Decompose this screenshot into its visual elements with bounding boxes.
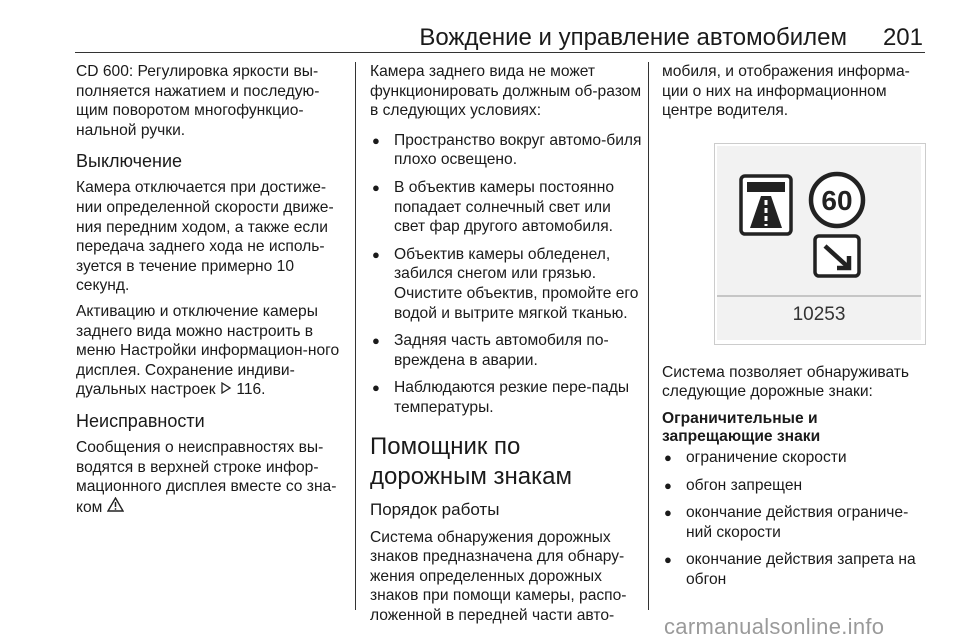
- list-item: ● обгон запрещен: [662, 476, 932, 496]
- fault-text: Сообщения о неисправностях вы-водятся в верхней строке инфор-мационного дисплея вместе со зна-ком: [76, 438, 337, 516]
- list-item: ● В объектив камеры постоянно попадает солнечный свет или свет фар другого автомобиля.: [370, 178, 642, 237]
- list-item: ● Пространство вокруг автомо-биля плохо освещено.: [370, 131, 642, 170]
- header-title: Вождение и управление автомобилем: [419, 24, 847, 51]
- list-item: ● окончание действия ограниче-ний скорости: [662, 503, 932, 542]
- heading-fault: Неисправности: [76, 410, 205, 431]
- page-reference-link[interactable]: 116.: [236, 381, 266, 399]
- fault-paragraph: [76, 438, 348, 517]
- settings-text: Активацию и отключение камеры заднего вида можно настроить в меню Настройки информацион-ного дисплея. Сохранение индиви-дуальных настроек: [76, 302, 340, 399]
- supplementary-arrow-sign-icon: [815, 236, 859, 276]
- settings-paragraph: [76, 302, 348, 400]
- speed-limit-value: 60: [821, 184, 853, 216]
- off-paragraph: Камера отключается при достиже-нии определенной скорости движе-ния передним ходом, а также если передача заднего хода не исполь-зуется в течение примерно 10 секунд.: [76, 179, 334, 295]
- detect-paragraph: Система позволяет обнаруживать следующие дорожные знаки:: [662, 363, 910, 401]
- conditions-list: [370, 131, 642, 418]
- figure-code: 10253: [792, 303, 846, 325]
- list-item: ● окончание действия запрета на обгон: [662, 550, 932, 589]
- column-3: [662, 62, 932, 598]
- column-divider-1: [355, 62, 356, 610]
- restrictive-signs-heading: Ограничительные и запрещающие знаки: [662, 409, 821, 445]
- conditions-intro: Камера заднего вида не может функционировать должным об-разом в следующих условиях:: [370, 63, 642, 120]
- speed-limit-sign-icon: [811, 174, 863, 226]
- cd600-label: CD 600: [76, 63, 129, 80]
- subsection-title: Порядок работы: [370, 499, 500, 519]
- sign-types-list: [662, 448, 932, 590]
- arrow-ref-icon: [220, 380, 232, 400]
- cd600-paragraph: [76, 62, 348, 140]
- list-item: ● Наблюдаются резкие пере-пады температуры.: [370, 378, 642, 417]
- sign-graphics: [717, 146, 921, 340]
- operation-paragraph: Система обнаружения дорожных знаков предназначена для обнару-жения определенных дорожных знаков при помощи камеры, распо-ложенной в передней части авто-: [370, 528, 627, 624]
- cd600-text: : Регулировка яркости вы-полняется нажатием и последую-щим поворотом многофункцио-нальной ручки.: [76, 63, 320, 139]
- watermark: carmanualsonline.info: [664, 614, 885, 639]
- heading-off: Выключение: [76, 151, 183, 172]
- warning-triangle-icon: [107, 497, 124, 518]
- list-item: ● ограничение скорости: [662, 448, 932, 468]
- motorway-sign-icon: [741, 176, 791, 234]
- column-2: [370, 62, 642, 631]
- section-title: Помощник по дорожным знакам: [370, 432, 572, 490]
- column-1: [76, 62, 348, 523]
- column-divider-2: [648, 62, 649, 610]
- page-header: [75, 24, 925, 53]
- page-number: 201: [882, 24, 923, 51]
- continued-paragraph: мобиля, и отображения информа-ции о них на информационном центре водителя.: [662, 63, 910, 120]
- list-item: ● Объектив камеры обледенел, забился снегом или грязью. Очистите объектив, промойте его водой и вытрите мягкой тканью.: [370, 245, 642, 323]
- traffic-sign-figure: [714, 143, 926, 345]
- list-item: ● Задняя часть автомобиля по-вреждена в аварии.: [370, 331, 642, 370]
- display-panel: [717, 146, 921, 340]
